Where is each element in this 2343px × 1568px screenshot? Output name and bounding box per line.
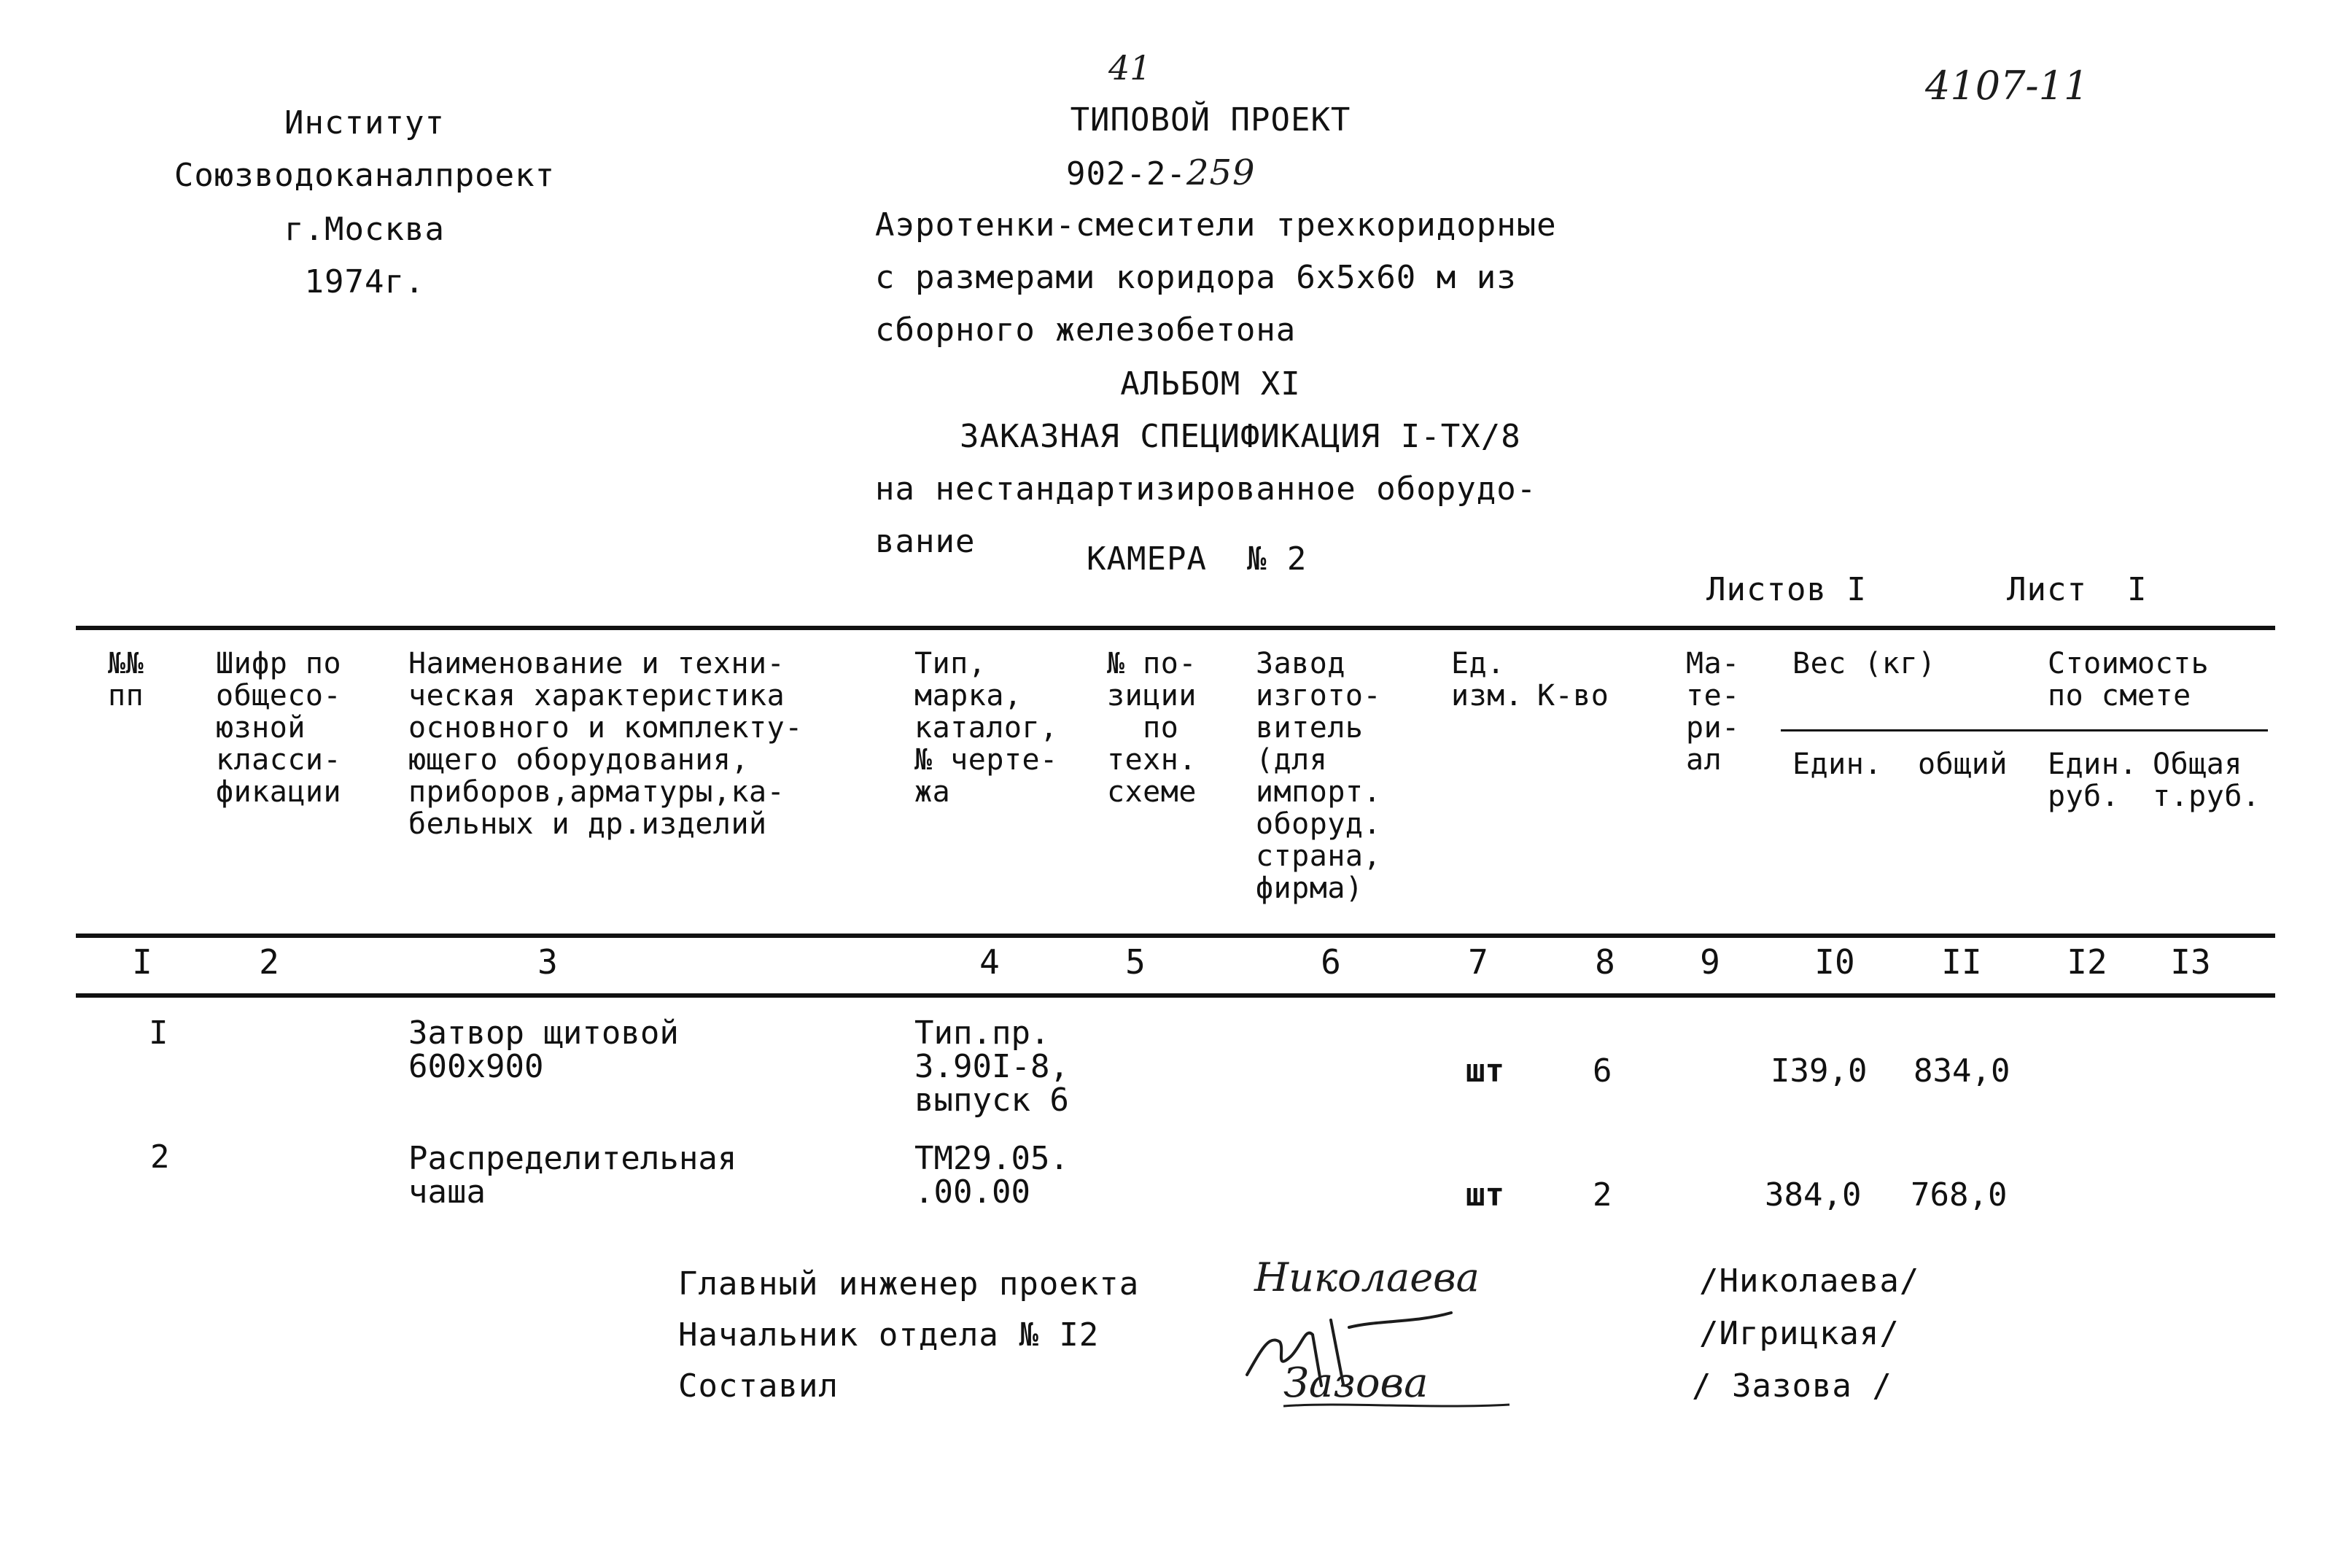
table-row-number: 2 xyxy=(150,1138,170,1176)
institute-year: 1974г. xyxy=(304,263,425,300)
handwritten-signature-1: Николаева xyxy=(1254,1254,1480,1300)
column-number: I xyxy=(132,942,152,982)
signature-role-department-head: Начальник отдела № I2 xyxy=(678,1316,1100,1354)
signature-name-chief-engineer: /Николаева/ xyxy=(1699,1262,1920,1300)
header-unit: Ед. изм. xyxy=(1451,647,1523,713)
column-number: 6 xyxy=(1321,942,1341,982)
album-title: АЛЬБОМ XI xyxy=(1120,365,1301,403)
table-row-name: Распределительная чаша xyxy=(408,1140,737,1211)
handwritten-signature-3: Зазова xyxy=(1283,1359,1429,1407)
table-row-unit: шт xyxy=(1466,1176,1504,1214)
header-type: Тип, марка, каталог, № черте- жа xyxy=(914,647,1058,809)
header-weight: Вес (кг) xyxy=(1792,647,1936,680)
header-row-number: №№ пп xyxy=(108,647,144,713)
table-row-number: I xyxy=(149,1014,168,1052)
spec-desc-2: вание xyxy=(875,523,976,560)
institute-name: Институт xyxy=(284,104,445,141)
table-top-rule xyxy=(76,626,2275,630)
header-weight-total: общий xyxy=(1918,748,2008,781)
header-cost: Стоимость по смете xyxy=(2048,647,2210,713)
project-desc-2: с размерами коридора 6х5х60 м из xyxy=(875,259,1517,296)
header-weight-unit: Един. xyxy=(1792,748,1882,781)
signature-name-department-head: /Игрицкая/ xyxy=(1699,1315,1900,1352)
spec-title: ЗАКАЗНАЯ СПЕЦИФИКАЦИЯ I-ТХ/8 xyxy=(960,418,1521,455)
column-number: I2 xyxy=(2067,942,2107,982)
table-row-name: Затвор щитовой 600х900 xyxy=(408,1014,679,1085)
column-number: 9 xyxy=(1700,942,1720,982)
column-number: 2 xyxy=(259,942,279,982)
table-row-weight-unit: I39,0 xyxy=(1771,1052,1868,1090)
signature-name-compiler: / Зазова / xyxy=(1692,1367,1892,1405)
cost-subheader-rule xyxy=(1781,729,2268,731)
column-number: I0 xyxy=(1814,942,1855,982)
table-row-type: Тип.пр. 3.90I-8, выпуск 6 xyxy=(914,1014,1069,1119)
project-code xyxy=(1066,152,1256,193)
header-cost-unit: Един. руб. xyxy=(2048,748,2137,813)
header-name: Наименование и техни- ческая характеристика основного и комплекту- ющего оборудования, приборов,арматуры,ка- бельных и др.изделий xyxy=(408,647,803,841)
column-number: 5 xyxy=(1125,942,1146,982)
header-position: № по- зиции по техн. схеме xyxy=(1107,647,1197,809)
column-number: I3 xyxy=(2170,942,2211,982)
spec-desc-1: на нестандартизированное оборудо- xyxy=(875,470,1537,508)
header-quantity: К-во xyxy=(1537,679,1609,713)
table-row-quantity: 6 xyxy=(1593,1052,1612,1090)
signature-underline xyxy=(1283,1399,1517,1413)
column-number: 4 xyxy=(979,942,1000,982)
project-desc-1: Аэротенки-смесители трехкоридорные xyxy=(875,206,1557,244)
project-code-prefix: 902-2- xyxy=(1066,155,1186,193)
column-number: 8 xyxy=(1595,942,1615,982)
table-row-weight-unit: 384,0 xyxy=(1765,1176,1862,1214)
project-desc-3: сборного железобетона xyxy=(875,311,1297,349)
header-material: Ма- те- ри- ал xyxy=(1686,647,1740,777)
page-mark: 41 xyxy=(1108,48,1151,88)
table-row-type: ТМ29.05. .00.00 xyxy=(914,1140,1069,1211)
header-class-code: Шифр по общесо- юзной класси- фикации xyxy=(216,647,342,809)
sheet-number: Лист I xyxy=(2007,571,2148,608)
table-row-weight-total: 768,0 xyxy=(1911,1176,2008,1214)
chamber-label: КАМЕРА № 2 xyxy=(1087,540,1308,578)
institute-city: г.Москва xyxy=(284,211,445,248)
project-code-suffix: 259 xyxy=(1186,152,1256,193)
header-cost-total: Общая т.руб. xyxy=(2153,748,2261,813)
project-label: ТИПОВОЙ ПРОЕКТ xyxy=(1070,101,1351,139)
column-numbers-rule xyxy=(76,993,2275,998)
signature-role-compiler: Составил xyxy=(678,1367,839,1405)
column-number: 7 xyxy=(1468,942,1488,982)
sheets-total: Листов I xyxy=(1706,571,1867,608)
institute-org: Союзводоканалпроект xyxy=(174,157,556,194)
header-manufacturer: Завод изгото- витель (для импорт. оборуд. страна, фирма) xyxy=(1256,647,1382,905)
table-row-unit: шт xyxy=(1466,1052,1504,1090)
header-bottom-rule xyxy=(76,934,2275,938)
column-number: 3 xyxy=(537,942,558,982)
table-row-quantity: 2 xyxy=(1593,1176,1612,1214)
signature-role-chief-engineer: Главный инженер проекта xyxy=(678,1265,1140,1303)
archive-number: 4107-11 xyxy=(1925,63,2089,109)
column-number: II xyxy=(1941,942,1982,982)
table-row-weight-total: 834,0 xyxy=(1913,1052,2010,1090)
